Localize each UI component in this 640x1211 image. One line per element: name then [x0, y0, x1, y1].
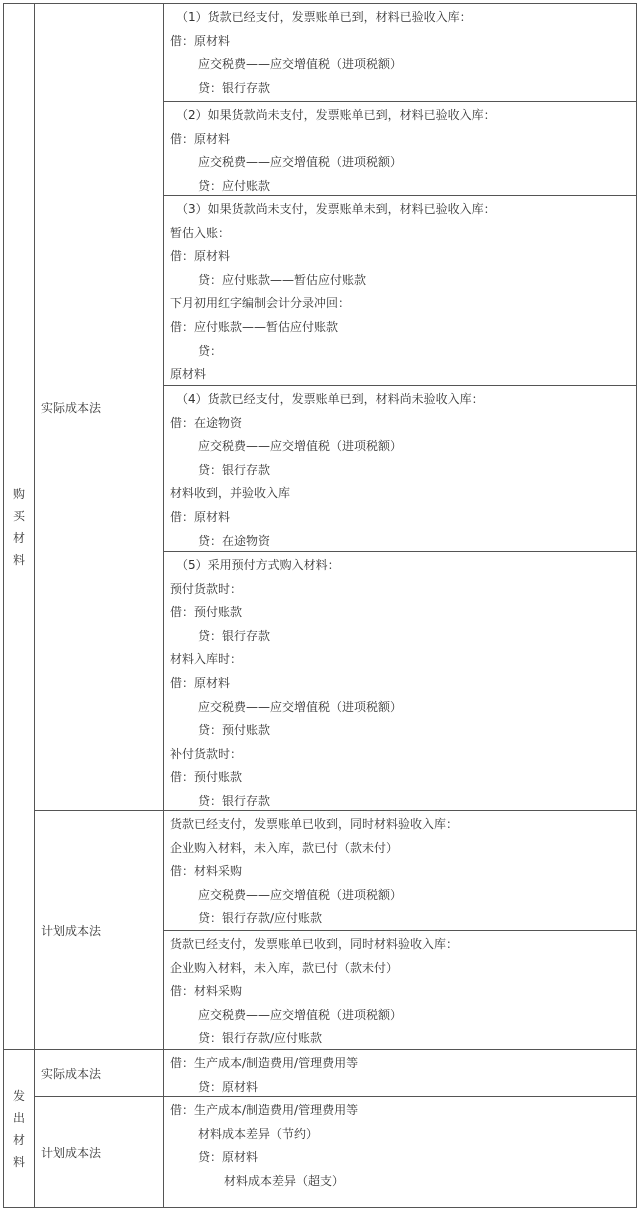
category-purchase-label: 购买材料	[12, 486, 25, 567]
method-label: 实际成本法	[41, 400, 102, 415]
method-label: 计划成本法	[41, 1145, 102, 1160]
category-issue-cell	[3, 1049, 35, 1208]
entry-line: 材料成本差异（超支）	[224, 1173, 345, 1188]
entry-cell	[163, 930, 637, 1050]
category-purchase-cell	[3, 3, 35, 1050]
entry-line: 企业购入材料，未入库，款已付（款未付）	[170, 840, 399, 855]
method-label: 实际成本法	[41, 1066, 102, 1081]
entry-line: 下月初用红字编制会计分录冲回：	[170, 296, 351, 311]
category-issue-label: 发出材料	[12, 1088, 25, 1169]
entry-line: 材料收到，并验收入库	[170, 486, 291, 501]
entry-line: 应交税费——应交增值税（进项税额）	[198, 699, 403, 714]
entry-cell	[163, 1096, 637, 1208]
entry-line: 预付货款时：	[170, 581, 243, 596]
entry-cell	[163, 195, 637, 386]
entry-cell	[163, 551, 637, 811]
entry-cell	[163, 1049, 637, 1097]
entry-line: 借：原材料	[170, 33, 231, 48]
entry-cell	[163, 385, 637, 552]
entry-line: 贷：银行存款/应付账款	[198, 1031, 323, 1046]
entry-line: （3）如果货款尚未支付，发票账单未到，材料已验收入库：	[176, 202, 496, 216]
entry-line: 贷：银行存款	[198, 628, 271, 643]
entry-line: 应交税费——应交增值税（进项税额）	[198, 1007, 403, 1022]
entry-line: 应交税费——应交增值税（进项税额）	[198, 155, 403, 170]
entry-cell	[163, 101, 637, 196]
entry-line: 应交税费——应交增值税（进项税额）	[198, 887, 403, 902]
entry-line: 企业购入材料，未入库，款已付（款未付）	[170, 960, 399, 975]
entry-line: 贷：应付账款	[198, 178, 271, 193]
entry-line: 贷：银行存款	[198, 793, 271, 808]
method-purchase-planned-cell	[34, 810, 164, 1050]
entry-line: （5）采用预付方式购入材料：	[176, 558, 340, 572]
entry-line: 借：生产成本/制造费用/管理费用等	[170, 1056, 359, 1070]
entry-line: 贷：原材料	[198, 1150, 259, 1165]
entry-cell	[163, 810, 637, 931]
entry-line: 贷：银行存款/应付账款	[198, 911, 323, 926]
method-issue-actual-cell	[34, 1049, 164, 1097]
method-label: 计划成本法	[41, 923, 102, 938]
entry-line: （4）货款已经支付，发票账单已到，材料尚未验收入库：	[176, 392, 484, 406]
method-purchase-actual-cell	[34, 3, 164, 811]
entry-line: 借：原材料	[170, 675, 231, 690]
entry-line: 借：原材料	[170, 509, 231, 524]
entry-line: 应交税费——应交增值税（进项税额）	[198, 439, 403, 454]
entry-line: 贷：银行存款	[198, 80, 271, 95]
entry-line: 借：材料采购	[170, 984, 243, 999]
entry-line: （1）货款已经支付，发票账单已到，材料已验收入库：	[176, 10, 472, 24]
entry-line: （2）如果货款尚未支付，发票账单已到，材料已验收入库：	[176, 108, 496, 122]
entry-line: 借：应付账款——暂估应付账款	[170, 319, 339, 334]
entry-line: 借：材料采购	[170, 864, 243, 879]
entry-line: 应交税费——应交增值税（进项税额）	[198, 57, 403, 72]
entry-line: 贷：原材料	[198, 1079, 259, 1094]
entry-line: 货款已经支付，发票账单已收到，同时材料验收入库：	[170, 937, 459, 951]
entry-line: 贷：	[198, 343, 223, 358]
entry-line: 材料成本差异（节约）	[198, 1126, 319, 1141]
entry-line: 借：在途物资	[170, 415, 243, 430]
entry-line: 借：预付账款	[170, 605, 243, 620]
entry-line: 补付货款时：	[170, 746, 243, 761]
entry-line: 借：预付账款	[170, 770, 243, 785]
entry-line: 贷：在途物资	[198, 533, 271, 548]
entry-line: 贷：预付账款	[198, 723, 271, 738]
entry-line: 贷：银行存款	[198, 462, 271, 477]
entry-line: 贷：应付账款——暂估应付账款	[198, 272, 367, 287]
entry-line: 原材料	[170, 367, 207, 382]
entry-line: 借：原材料	[170, 249, 231, 264]
method-issue-planned-cell	[34, 1096, 164, 1208]
entry-line: 材料入库时：	[170, 652, 243, 667]
entry-line: 借：原材料	[170, 131, 231, 146]
entry-line: 借：生产成本/制造费用/管理费用等	[170, 1103, 359, 1117]
entry-line: 暂估入账：	[170, 225, 231, 240]
entry-cell	[163, 3, 637, 102]
entry-line: 货款已经支付，发票账单已收到，同时材料验收入库：	[170, 817, 459, 831]
